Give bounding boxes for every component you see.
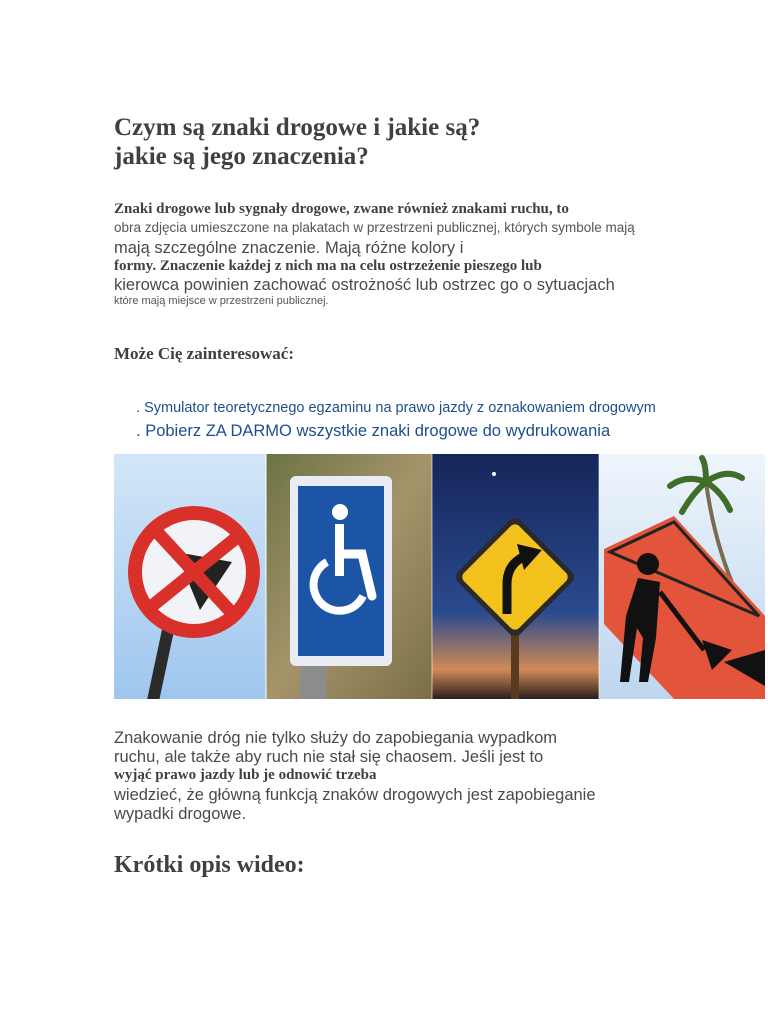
paragraph2-line-4: wiedzieć, że główną funkcją znaków drogowych jest zapobieganie [114,786,596,804]
link-label[interactable]: Symulator teoretycznego egzaminu na prawo jazdy z oznakowaniem drogowym [144,400,656,416]
intro-line-1: Znaki drogowe lub sygnały drogowe, zwane również znakami ruchu, to [114,201,569,217]
intro-line-3: mają szczególne znaczenie. Mają różne kolory i [114,239,464,257]
intro-line-2: obra zdjęcia umieszczone na plakatach w przestrzeni publicznej, których symbole mają [114,220,635,235]
video-heading: Krótki opis wideo: [114,852,305,878]
no-stopping-sign-photo [114,454,266,699]
right-curve-warning-sign-photo [432,454,599,699]
interest-heading: Może Cię zainteresować: [114,344,294,363]
paragraph2-line-3: wyjąć prawo jazdy lub je odnowić trzeba [114,767,377,783]
page-title [114,113,480,171]
link-download-signs[interactable] [136,422,610,441]
link-bullet: . [136,400,141,416]
title-line-1: Czym są znaki drogowe i jakie są? [114,114,481,141]
title-line-2: jakie są jego znaczenia? [114,143,369,170]
road-work-sign-photo [599,454,765,699]
road-signs-gallery [114,454,765,699]
disabled-parking-sign-photo [266,454,432,699]
paragraph2-line-1: Znakowanie dróg nie tylko służy do zapobiegania wypadkom [114,729,558,747]
link-exam-simulator[interactable] [136,400,656,416]
intro-line-5: kierowca powinien zachować ostrożność lub ostrzec go o sytuacjach [114,276,615,294]
intro-line-6: które mają miejsce w przestrzeni publicznej. [114,295,329,307]
link-bullet: . [136,422,141,440]
link-label[interactable]: Pobierz ZA DARMO wszystkie znaki drogowe do wydrukowania [145,422,611,440]
intro-line-4: formy. Znaczenie każdej z nich ma na celu ostrzeżenie pieszego lub [114,258,542,274]
paragraph2-line-2: ruchu, ale także aby ruch nie stał się chaosem. Jeśli jest to [114,748,544,766]
paragraph2-line-5: wypadki drogowe. [114,805,247,823]
